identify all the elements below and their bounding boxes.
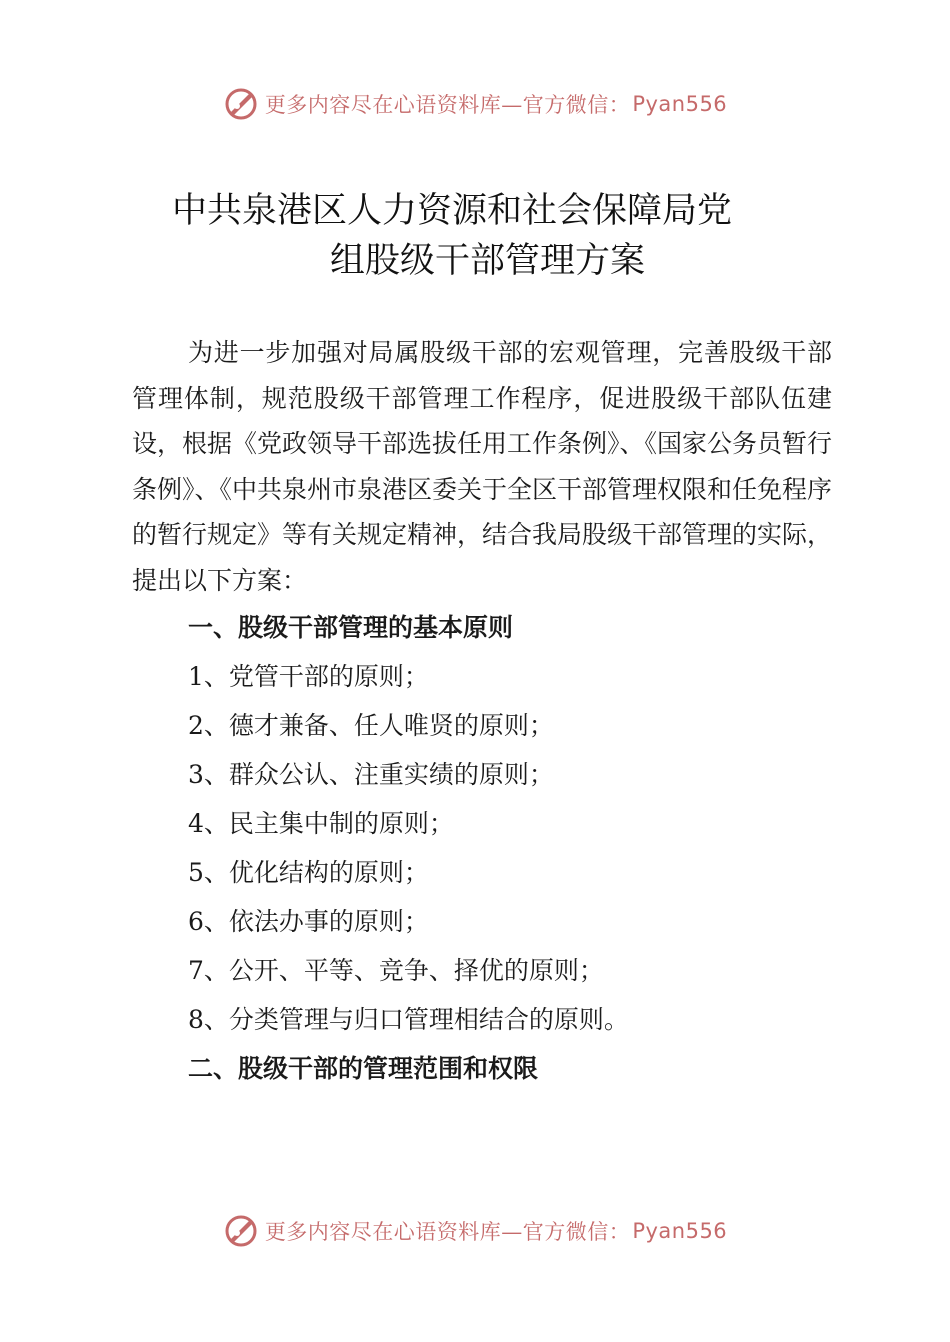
document-title bbox=[0, 186, 950, 286]
watermark-text: 更多内容尽在心语资料库—官方微信： bbox=[264, 1220, 631, 1244]
watermark-text: 更多内容尽在心语资料库—官方微信： bbox=[264, 93, 631, 117]
watermark-wechat-id: Pyan556 bbox=[632, 92, 728, 116]
watermark-header bbox=[0, 82, 950, 126]
watermark-footer bbox=[0, 1209, 950, 1253]
pen-seal-logo-icon bbox=[223, 86, 259, 122]
list-item: 5、优化结构的原则； bbox=[188, 858, 429, 887]
list-item: 4、民主集中制的原则； bbox=[188, 809, 454, 838]
watermark-wechat-id: Pyan556 bbox=[632, 1219, 728, 1243]
section-2-heading: 二、股级干部的管理范围和权限 bbox=[188, 1054, 539, 1083]
list-item: 3、群众公认、注重实绩的原则； bbox=[188, 760, 554, 789]
list-item: 8、分类管理与归口管理相结合的原则。 bbox=[188, 1005, 629, 1034]
list-item: 7、公开、平等、竞争、择优的原则； bbox=[188, 956, 604, 985]
intro-paragraph: 为进一步加强对局属股级干部的宏观管理，完善股级干部管理体制，规范股级干部管理工作程序，促进股级干部队伍建设，根据《党政领导干部选拔任用工作条例》、《国家公务员暂行条例》、《中共泉州市泉港区委关于全区干部管理权限和任免程序的暂行规定》等有关规定精神，结合我局股级干部管理的实际，提出以下方案： bbox=[132, 338, 833, 595]
list-item: 6、依法办事的原则； bbox=[188, 907, 429, 936]
pen-seal-logo-icon bbox=[223, 1213, 259, 1249]
title-line-1: 中共泉港区人力资源和社会保障局党 bbox=[172, 191, 733, 231]
section-1-heading: 一、股级干部管理的基本原则 bbox=[188, 613, 514, 642]
list-item: 1、党管干部的原则； bbox=[188, 662, 429, 691]
document-body bbox=[132, 330, 832, 1093]
list-item: 2、德才兼备、任人唯贤的原则； bbox=[188, 711, 554, 740]
title-line-2: 组股级干部管理方案 bbox=[330, 241, 646, 281]
